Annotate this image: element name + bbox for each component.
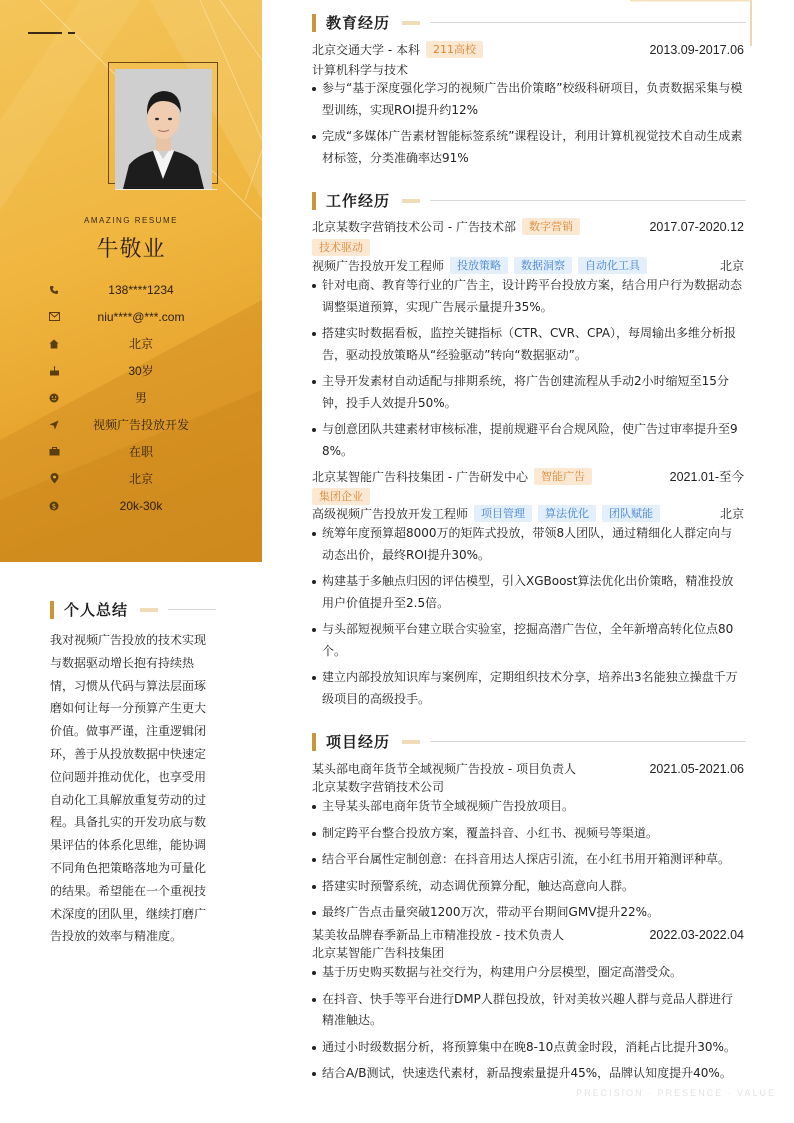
info-salary-text: 20k-30k: [119, 498, 163, 513]
project-2-head: [312, 926, 744, 943]
job-role: 高级视频广告投放开发工程师: [312, 507, 469, 521]
info-row-salary: [48, 492, 248, 519]
job-2-bullets: [312, 523, 744, 715]
project-1-bullets: [312, 796, 744, 929]
list-item: 搭建实时数据看板，监控关键指标（CTR、CVR、CPA），每周输出多维分析报告，驱动投放策略从“经验驱动”转向“数据驱动”。: [312, 323, 744, 366]
info-email-text: niu****@***.com: [97, 309, 185, 324]
project-name: 某头部电商年货节全域视频广告投放 - 项目负责人: [312, 762, 576, 776]
company-tag: 智能广告: [534, 468, 592, 485]
info-row-gender: [48, 384, 248, 411]
work-title: 工作经历: [326, 192, 391, 210]
school-name: 北京交通大学 - 本科: [312, 43, 420, 57]
list-item: 制定跨平台整合投放方案，覆盖抖音、小红书、视频号等渠道。: [312, 823, 744, 845]
major-name: 计算机科学与技术: [312, 63, 409, 77]
project-date: 2021.05-2021.06: [649, 761, 744, 776]
profile-panel: [0, 0, 262, 562]
list-item: 搭建实时预警系统，动态调优预算分配，触达高意向人群。: [312, 876, 744, 898]
section-pill: [402, 21, 420, 25]
job-date: 2017.07-2020.12: [649, 219, 744, 234]
section-accent-bar: [312, 192, 316, 210]
list-item: 结合A/B测试，快速迭代素材，新品搜索量提升45%，品牌认知度提升40%。: [312, 1063, 744, 1085]
info-row-age: [48, 357, 248, 384]
photo-underline: [115, 189, 217, 190]
section-divider: [430, 741, 746, 742]
summary-section-header: [50, 599, 216, 620]
job-city: 北京: [719, 507, 744, 521]
role-tag: 数据洞察: [514, 257, 572, 274]
job-1-bullets: [312, 275, 744, 467]
section-accent-bar: [312, 733, 316, 751]
svg-text:$: $: [51, 502, 57, 510]
job-2-tag-line: [312, 488, 744, 505]
job-2-role-line: [312, 505, 744, 522]
person-name: 牛敬业: [96, 237, 166, 262]
info-home-text: 北京: [128, 337, 153, 351]
company-tag: 数字营销: [522, 218, 580, 235]
education-title: 教育经历: [326, 14, 391, 32]
role-tag: 团队赋能: [602, 505, 660, 522]
role-tag: 项目管理: [474, 505, 532, 522]
major-line: [312, 61, 744, 78]
job-2-head: [312, 467, 744, 485]
list-item: 在抖音、快手等平台进行DMP人群包投放，针对美妆兴趣人群与竞品人群进行精准触达。: [312, 989, 744, 1032]
info-row-city: [48, 465, 248, 492]
education-bullets: [312, 78, 744, 174]
summary-title: 个人总结: [64, 601, 129, 619]
section-pill: [140, 608, 158, 612]
list-item: 完成“多媒体广告素材智能标签系统”课程设计，利用计算机视觉技术自动生成素材标签，分类准确率达91%: [312, 126, 744, 169]
role-tag: 投放策略: [450, 257, 508, 274]
footer-watermark: PRECISION · PRESENCE · VALUE: [576, 1088, 776, 1098]
projects-section-header: [312, 731, 746, 752]
info-status-text: 在职: [128, 445, 153, 459]
section-accent-bar: [312, 14, 316, 32]
education-section-header: [312, 12, 746, 33]
list-item: 主导开发素材自动适配与排期系统，将广告创建流程从手动2小时缩短至15分钟，投手人效提升50%。: [312, 371, 744, 414]
list-item: 参与“基于深度强化学习的视频广告出价策略”校级科研项目，负责数据采集与模型训练，实现ROI提升约12%: [312, 78, 744, 121]
info-position-text: 视频广告投放开发: [92, 418, 189, 432]
info-phone-text: 138****1234: [108, 282, 174, 297]
list-item: 建立内部投放知识库与案例库，定期组织技术分享，培养出3名能独立操盘千万级项目的高级投手。: [312, 667, 744, 710]
company-name: 北京某智能广告科技集团 - 广告研发中心: [312, 469, 528, 484]
job-role: 视频广告投放开发工程师: [312, 259, 445, 273]
decor-dash: [28, 32, 62, 34]
list-item: 与创意团队共建素材审核标准，提前规避平台合规风险，使广告过审率提升至98%。: [312, 419, 744, 462]
job-city: 北京: [719, 259, 744, 273]
summary-text: 我对视频广告投放的技术实现与数据驱动增长抱有持续热情，习惯从代码与算法层面琢磨如何让每一分预算产生更大价值。做事严谨，注重逻辑闭环，善于从投放数据中快速定位问题并推动优化，也享受用自动化工具解放重复劳动的过程。具备扎实的开发功底与数果评估的体系化思维，能协调不同角色把策略落地为可量化的结果。希望能在一个重视技术深度的团队里，继续打磨广告投放的效率与精准度。: [50, 633, 207, 944]
company-name: 北京某数字营销技术公司 - 广告技术部: [312, 220, 516, 234]
company-tag: 技术驱动: [312, 239, 370, 256]
info-row-home: [48, 330, 248, 357]
project-1-head: [312, 760, 744, 777]
list-item: 构建基于多触点归因的评估模型，引入XGBoost算法优化出价策略，精准投放用户价值提升至2.5倍。: [312, 571, 744, 614]
decor-dash-small: [68, 32, 75, 34]
job-1-tag-line: [312, 239, 744, 256]
info-row-status: [48, 438, 248, 465]
info-city-text: 北京: [128, 472, 153, 486]
list-item: 统筹年度预算超8000万的矩阵式投放，带领8人团队，通过精细化人群定向与动态出价，最终ROI提升30%。: [312, 523, 744, 566]
info-age-text: 30岁: [128, 364, 154, 378]
info-row-email: [48, 303, 248, 330]
role-tag: 算法优化: [538, 505, 596, 522]
education-entry-head: [312, 41, 744, 58]
section-divider: [430, 200, 746, 201]
info-gender-text: 男: [134, 391, 147, 405]
role-tag: 自动化工具: [578, 257, 647, 274]
job-1-head: [312, 218, 744, 235]
list-item: 主导某头部电商年货节全域视频广告投放项目。: [312, 796, 744, 818]
section-divider: [430, 22, 746, 23]
project-2-bullets: [312, 962, 744, 1090]
list-item: 最终广告点击量突破1200万次，带动平台期间GMV提升22%。: [312, 902, 744, 924]
section-pill: [402, 740, 420, 744]
section-divider: [168, 609, 216, 610]
info-row-phone: [48, 276, 248, 303]
list-item: 结合平台属性定制创意：在抖音用达人探店引流，在小红书用开箱测评种草。: [312, 849, 744, 871]
resume-tagline: AMAZING RESUME: [84, 216, 178, 225]
contact-info-list: [48, 276, 248, 519]
project-name: 某美妆品牌春季新品上市精准投放 - 技术负责人: [312, 928, 564, 942]
section-accent-bar: [50, 601, 54, 619]
section-pill: [402, 199, 420, 203]
company-tag: 集团企业: [312, 488, 370, 505]
project-date: 2022.03-2022.04: [649, 927, 744, 942]
job-1-role-line: [312, 257, 744, 274]
avatar: [115, 69, 212, 189]
job-date: 2021.01-至今: [669, 470, 744, 484]
list-item: 通过小时级数据分析，将预算集中在晚8-10点黄金时段，消耗占比提升30%。: [312, 1037, 744, 1059]
project-2-org-line: [312, 944, 744, 961]
list-item: 针对电商、教育等行业的广告主，设计跨平台投放方案，结合用户行为数据动态调整渠道预算，实现广告展示量提升35%。: [312, 275, 744, 318]
projects-title: 项目经历: [326, 733, 391, 751]
work-section-header: [312, 190, 746, 211]
info-row-position: [48, 411, 248, 438]
list-item: 与头部短视频平台建立联合实验室，挖掘高潜广告位，全年新增高转化位点80个。: [312, 619, 744, 662]
project-org: 北京某数字营销技术公司: [312, 780, 445, 794]
list-item: 基于历史购买数据与社交行为，构建用户分层模型，圈定高潜受众。: [312, 962, 744, 984]
education-date: 2013.09-2017.06: [649, 42, 744, 57]
school-tag: 211高校: [426, 41, 483, 58]
project-org: 北京某智能广告科技集团: [312, 946, 445, 960]
project-1-org-line: [312, 778, 744, 795]
